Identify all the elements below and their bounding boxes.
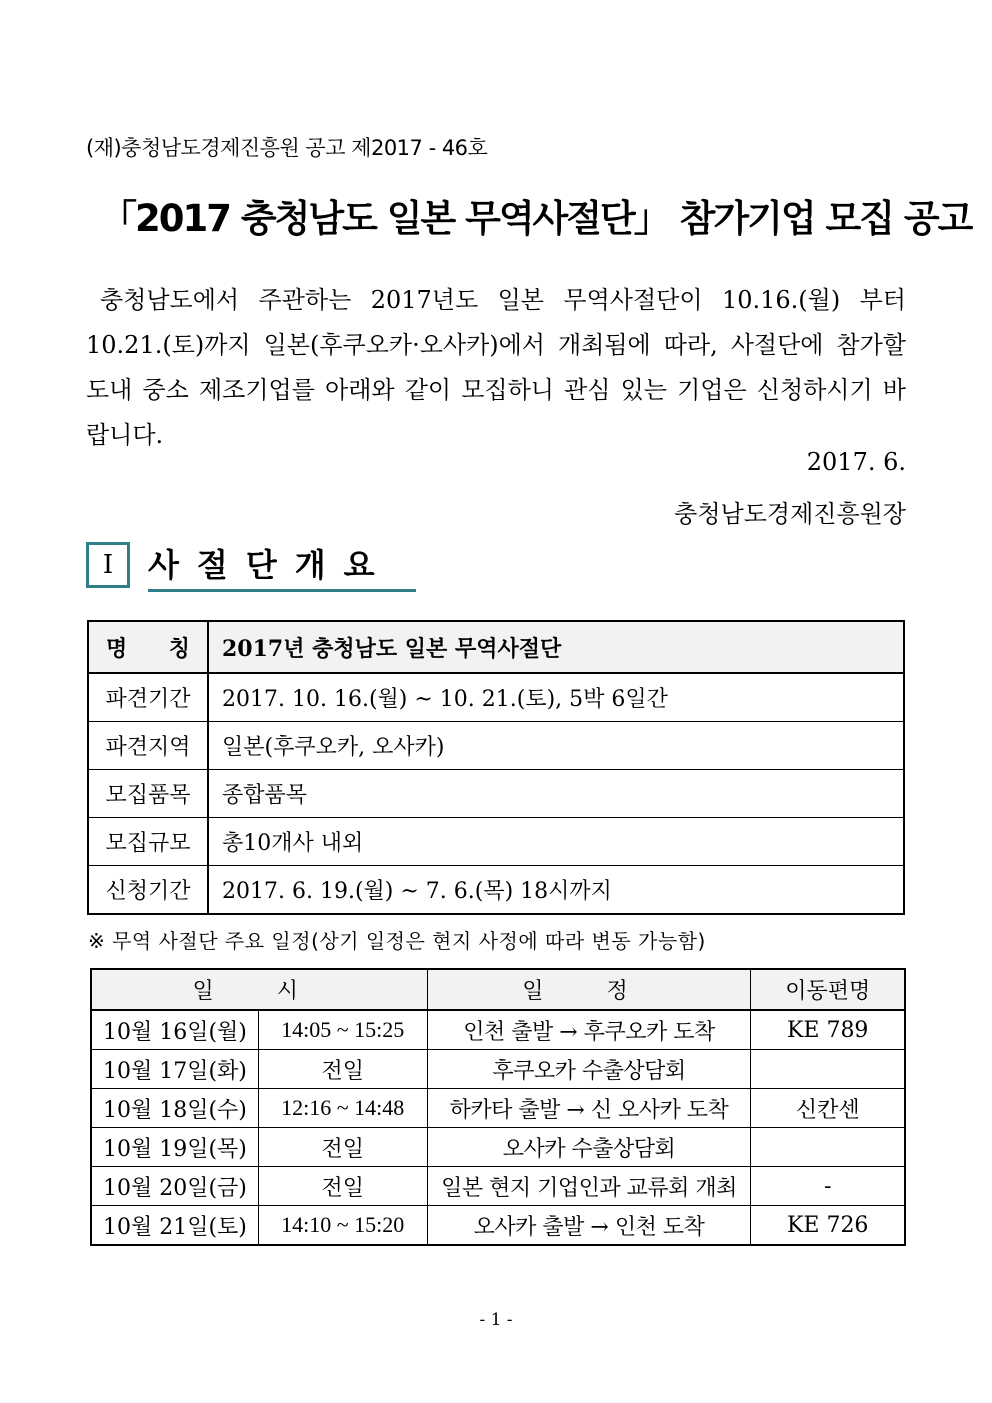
schedule-flight xyxy=(751,1128,905,1167)
section-number: Ⅰ xyxy=(86,542,130,588)
schedule-time: 14:10 ~ 15:20 xyxy=(258,1206,427,1246)
schedule-row xyxy=(91,1206,905,1246)
overview-label: 모집품목 xyxy=(88,770,208,818)
schedule-note: ※ 무역 사절단 주요 일정(상기 일정은 현지 사정에 따라 변동 가능함) xyxy=(88,929,706,953)
schedule-event: 오사카 수출상담회 xyxy=(427,1128,751,1167)
schedule-date: 10월 20일(금) xyxy=(91,1167,258,1206)
issuer-name: 충청남도경제진흥원장 xyxy=(674,500,906,528)
header-datetime: 일 시 xyxy=(91,969,427,1010)
schedule-row xyxy=(91,1167,905,1206)
schedule-row xyxy=(91,1089,905,1128)
schedule-event: 인천 출발 → 후쿠오카 도착 xyxy=(427,1010,751,1050)
overview-row xyxy=(88,866,904,915)
overview-row xyxy=(88,770,904,818)
schedule-date: 10월 19일(목) xyxy=(91,1128,258,1167)
overview-table xyxy=(87,620,905,915)
schedule-time: 12:16 ~ 14:48 xyxy=(258,1089,427,1128)
section-title: 사절단개요 xyxy=(148,542,416,592)
schedule-header-row xyxy=(91,969,905,1010)
schedule-time: 전일 xyxy=(258,1050,427,1089)
overview-value: 2017. 6. 19.(월) ~ 7. 6.(목) 18시까지 xyxy=(208,866,904,915)
overview-row xyxy=(88,818,904,866)
overview-label xyxy=(88,621,208,673)
schedule-time: 전일 xyxy=(258,1128,427,1167)
intro-paragraph: 충청남도에서 주관하는 2017년도 일본 무역사절단이 10.16.(월) 부터 10.21.(토)까지 일본(후쿠오카·오사카)에서 개최됨에 따라, 사절단에 참가할 도내 중소 제조기업를 아래와 같이 모집하니 관심 있는 기업은 신청하시기 바랍니다. xyxy=(86,286,906,449)
schedule-row xyxy=(91,1010,905,1050)
schedule-row xyxy=(91,1050,905,1089)
header-event: 일 정 xyxy=(427,969,751,1010)
schedule-date: 10월 17일(화) xyxy=(91,1050,258,1089)
page-number: - 1 - xyxy=(479,1310,513,1330)
notice-number: (재)충청남도경제진흥원 공고 제2017 - 46호 xyxy=(86,136,488,160)
notice-date: 2017. 6. xyxy=(806,448,906,476)
name-label-char: 명 xyxy=(106,635,128,662)
schedule-flight xyxy=(751,1050,905,1089)
overview-value: 2017년 충청남도 일본 무역사절단 xyxy=(208,621,904,673)
overview-row xyxy=(88,722,904,770)
overview-value: 2017. 10. 16.(월) ~ 10. 21.(토), 5박 6일간 xyxy=(208,673,904,722)
schedule-flight: - xyxy=(751,1167,905,1206)
schedule-event: 하카타 출발 → 신 오사카 도착 xyxy=(427,1089,751,1128)
schedule-table xyxy=(90,968,906,1246)
schedule-date: 10월 21일(토) xyxy=(91,1206,258,1246)
overview-value: 일본(후쿠오카, 오사카) xyxy=(208,722,904,770)
schedule-date: 10월 18일(수) xyxy=(91,1089,258,1128)
schedule-event: 오사카 출발 → 인천 도착 xyxy=(427,1206,751,1246)
header-flight: 이동편명 xyxy=(751,969,905,1010)
overview-row-name xyxy=(88,621,904,673)
page-title: 「2017 충청남도 일본 무역사절단」 참가기업 모집 공고 xyxy=(100,197,972,240)
overview-row xyxy=(88,673,904,722)
schedule-time: 전일 xyxy=(258,1167,427,1206)
name-label xyxy=(106,632,190,663)
schedule-flight: KE 789 xyxy=(751,1010,905,1050)
schedule-event: 일본 현지 기업인과 교류회 개최 xyxy=(427,1167,751,1206)
overview-value: 총10개사 내외 xyxy=(208,818,904,866)
schedule-date: 10월 16일(월) xyxy=(91,1010,258,1050)
overview-value: 종합품목 xyxy=(208,770,904,818)
name-label-char: 칭 xyxy=(168,635,190,662)
schedule-event: 후쿠오카 수출상담회 xyxy=(427,1050,751,1089)
schedule-flight: KE 726 xyxy=(751,1206,905,1246)
schedule-flight: 신칸센 xyxy=(751,1089,905,1128)
schedule-time: 14:05 ~ 15:25 xyxy=(258,1010,427,1050)
overview-label: 신청기간 xyxy=(88,866,208,915)
overview-label: 파견기간 xyxy=(88,673,208,722)
overview-label: 모집규모 xyxy=(88,818,208,866)
overview-label: 파견지역 xyxy=(88,722,208,770)
schedule-row xyxy=(91,1128,905,1167)
